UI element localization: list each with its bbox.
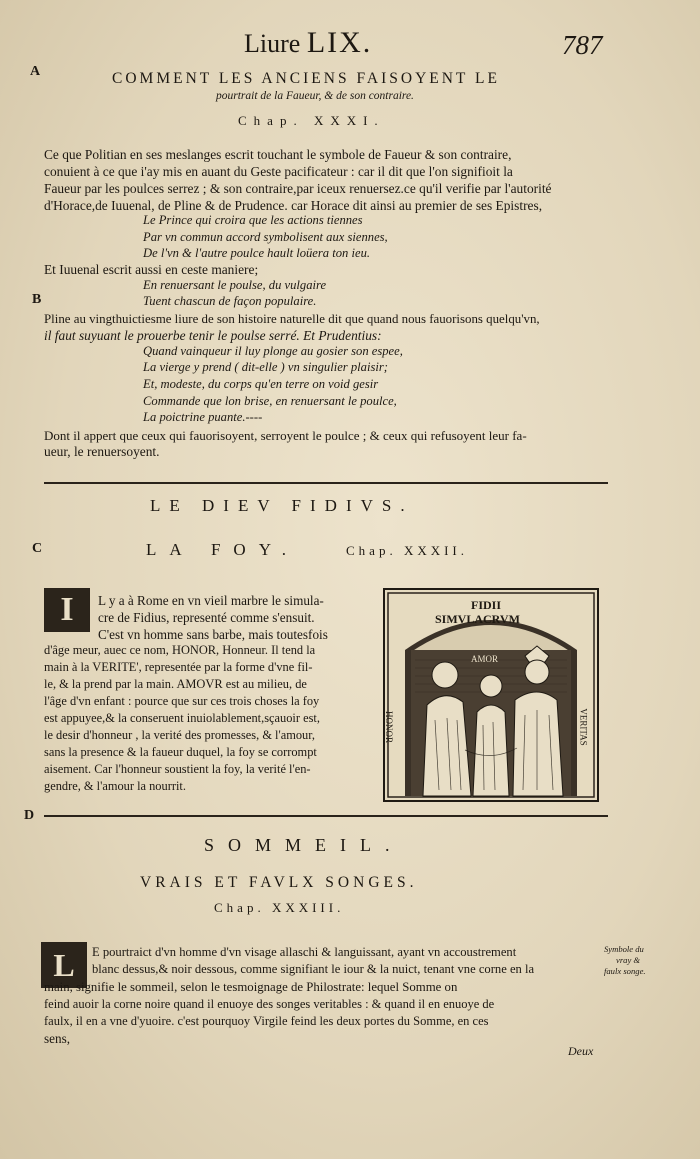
woodcut-caption-2: SIMVLACRVM [435, 612, 520, 626]
ch32-line-6: le, & la prend par la main. AMOVR est au milieu, de [44, 677, 307, 691]
ch31-line-4: d'Horace,de Iuuenal, de Pline & de Prudence. car Horace dit ainsi au premier de ses Epistres, [44, 198, 543, 213]
ch31-line-1: Ce que Politian en ses meslanges escrit touchant le symbole de Faueur & son contraire, [44, 147, 512, 162]
running-header [244, 26, 372, 60]
chapter32-section-title: LE DIEV FIDIVS. [150, 496, 414, 515]
margin-note [604, 944, 646, 977]
section-divider-1 [44, 482, 608, 484]
ch31-line-3: Faueur par les poulces serrez ; & son contraire,par iceux renuersez.ce qu'il verifie par l'autorité [44, 181, 552, 196]
chapter31-title: COMMENT LES ANCIENS FAISOYENT LE [112, 70, 500, 87]
ch32-line-4: d'âge meur, auec ce nom, HONOR, Honneur. Il tend la [44, 643, 316, 657]
horace-verse-2: Par vn commun accord symbolisent aux siennes, [143, 230, 388, 244]
margin-letter-c: C [32, 541, 43, 556]
margin-letter-a: A [30, 64, 41, 79]
ch32-line-12: gendre, & l'amour la nourrit. [44, 779, 186, 793]
prudence-verse-5: La poictrine puante.---- [143, 410, 263, 424]
ch33-line-4: feind auoir la corne noire quand il enuoye des songes veritables : & quand il en enuoye de [44, 997, 495, 1011]
woodcut-label-honor: HONOR [384, 710, 395, 744]
woodcut-label-amor: AMOR [471, 654, 499, 664]
ch32-line-11: aisement. Car l'honneur soustient la foy, la verité l'en- [44, 762, 311, 776]
dropcap-i: I [44, 588, 90, 632]
ch33-line-3: main, signifie le sommeil, selon le tesmoignage de Philostrate: lequel Somme on [44, 980, 458, 994]
pliny-line-1: Pline au vingthuictiesme liure de son histoire naturelle dit que quand nous fauorisons quelqu'vn, [44, 312, 540, 326]
margin-note-line-1: Symbole du [604, 944, 644, 954]
book-number: LIX. [306, 26, 373, 59]
ch33-line-5: faulx, il en a vne d'yuoire. c'est pourquoy Virgile feind les deux portes du Somme, en ces [44, 1014, 489, 1028]
margin-note-line-3: faulx songe. [604, 966, 646, 976]
dropcap-l: L [41, 942, 87, 988]
margin-note-line-2: vray & [616, 955, 641, 965]
ch32-line-3: C'est vn homme sans barbe, mais toutesfois [98, 627, 328, 642]
chapter33-title: VRAIS ET FAVLX SONGES. [140, 874, 418, 891]
ch32-line-2: cre de Fidius, representé comme s'ensuit. [98, 610, 315, 625]
prudence-verse-3: Et, modeste, du corps qu'en terre on void gesir [143, 377, 379, 391]
ch32-line-7: l'âge d'vn enfant : pource que sur ces trois choses la foy [44, 694, 320, 708]
section-divider-2 [44, 815, 608, 817]
ch33-line-1: E pourtraict d'vn homme d'vn visage allaschi & languissant, ayant vn accoustrement [92, 945, 517, 959]
ch33-line-2: blanc dessus,& noir dessous, comme signifiant le iour & la nuict, tenant vne corne en la [92, 962, 535, 976]
chapter31-label: Chap. XXXI. [238, 113, 385, 128]
pliny-line-2: il faut suyuant le prouerbe tenir le poulse serré. Et Prudentius: [44, 328, 382, 343]
juvenal-intro: Et Iuuenal escrit aussi en ceste maniere; [44, 262, 259, 277]
page-number: 787 [562, 30, 603, 60]
book-label: Liure [244, 29, 301, 58]
prudence-verse-4: Commande que lon brise, en renuersant le poulce, [143, 394, 397, 408]
prudence-verse-1: Quand vainqueur il luy plonge au gosier son espee, [143, 344, 403, 358]
chapter32-title: LA FOY. [146, 540, 300, 559]
ch31-closing-2: ueur, le renuersoyent. [44, 444, 160, 459]
ch32-line-5: main à la VERITE', representée par la forme d'vne fil- [44, 660, 313, 674]
juvenal-verse-1: En renuersant le poulse, du vulgaire [143, 278, 327, 292]
chapter33-label: Chap. XXXIII. [214, 900, 345, 915]
ch32-line-9: le desir d'honneur , la verité des promesses, & l'amour, [44, 728, 315, 742]
juvenal-verse-2: Tuent chascun de façon populaire. [143, 294, 317, 308]
ch32-line-1: L y a à Rome en vn vieil marbre le simula- [98, 593, 324, 608]
ch31-line-2: conuient à ce que i'ay mis en auant du Geste pacificateur : car il dit que l'on signifioit la [44, 164, 513, 179]
woodcut-caption-1: FIDII [471, 598, 502, 612]
woodcut-label-veritas: VERITAS [578, 708, 589, 746]
chapter33-section-title: SOMMEIL. [204, 835, 404, 855]
horace-verse-1: Le Prince qui croira que les actions tiennes [143, 213, 363, 227]
chapter31-subtitle: pourtrait de la Faueur, & de son contraire. [216, 90, 414, 102]
fidius-woodcut [383, 588, 599, 802]
margin-letter-d: D [24, 808, 35, 823]
ch33-line-6: sens, [44, 1031, 71, 1046]
catchword: Deux [568, 1044, 594, 1058]
prudence-verse-2: La vierge y prend ( dit-elle ) vn singulier plaisir; [143, 360, 388, 374]
chapter32-label: Chap. XXXII. [346, 543, 469, 558]
ch32-line-10: sans la presence & la faueur duquel, la foy se corrompt [44, 745, 317, 759]
horace-verse-3: De l'vn & l'autre poulce hault loüera ton ieu. [143, 246, 371, 260]
ch31-closing-1: Dont il appert que ceux qui fauorisoyent, serroyent le poulce ; & ceux qui refusoyent leur fa- [44, 428, 527, 443]
ch32-line-8: est appuyee,& la conseruent inuiolablement,sçauoir est, [44, 711, 320, 725]
margin-letter-b: B [32, 292, 42, 307]
